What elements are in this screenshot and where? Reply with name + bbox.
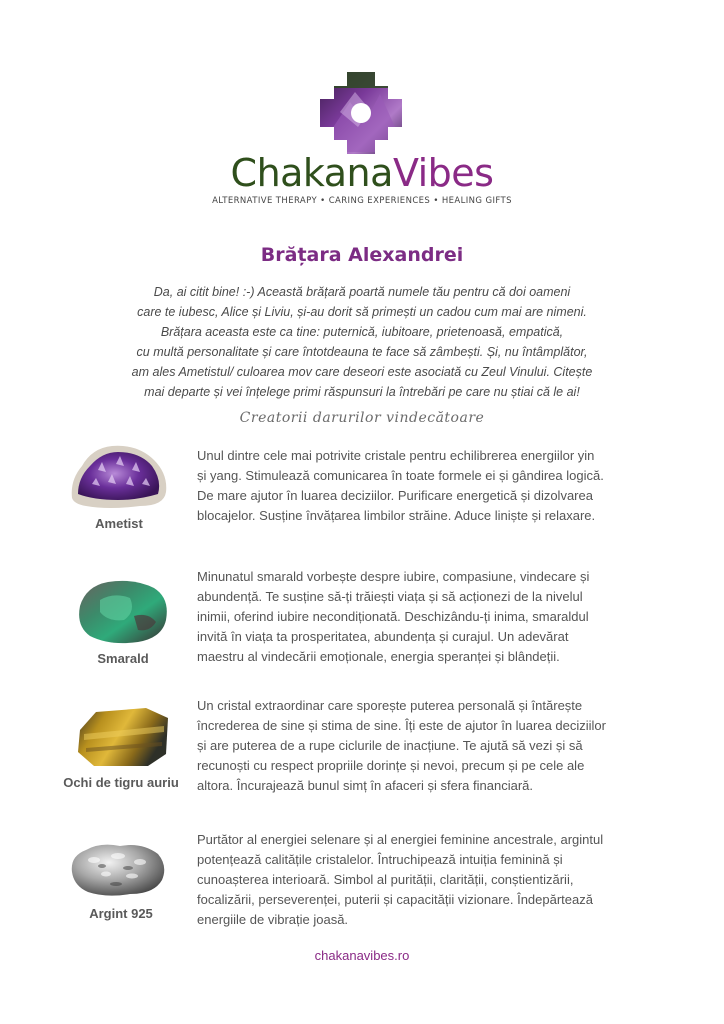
brand-name-chakana: Chakana <box>230 151 393 195</box>
stone-description-line: De mare ajutor în luarea deciziilor. Purificare energetică și dizolvarea <box>197 488 593 503</box>
stone-description-line: energiile de vibrație joasă. <box>197 912 349 927</box>
stone-description-line: Minunatul smarald vorbește despre iubire, compasiune, vindecare și <box>197 569 590 584</box>
stone-description-line: și yang. Stimulează comunicarea în toate formele ei și gândirea logică. <box>197 468 604 483</box>
stone-description <box>197 567 657 667</box>
stone-description <box>197 830 657 930</box>
intro-line: mai departe și vei înțelege primi răspunsuri la întrebări pe care nu știai că le ai! <box>144 385 580 399</box>
stone-description-line: altora. Încurajează bunul simț în afaceri și sfera financiară. <box>197 778 534 793</box>
stone-name: Ametist <box>95 516 143 531</box>
stone-description-line: Un cristal extraordinar care sporește puterea personală și întărește <box>197 698 583 713</box>
brand-name-vibes: Vibes <box>392 151 494 195</box>
stone-name: Ochi de tigru auriu <box>63 775 179 790</box>
stone-description-line: recunoști cu respect propriile dorințe și nevoi, precum și pe cele ale <box>197 758 585 773</box>
stone-description-line: potențează calitățile cristalelor. Întruchipează intuiția feminină și <box>197 852 563 867</box>
website-link[interactable]: chakanavibes.ro <box>314 948 410 963</box>
intro-line: am ales Ametistul/ culoarea mov care deseori este asociată cu Zeul Vinului. Citește <box>131 365 593 379</box>
stone-name: Smarald <box>97 651 149 666</box>
stone-description-line: blocajelor. Susține învățarea limbilor străine. Aduce liniște și relaxare. <box>197 508 596 523</box>
stone-description <box>197 696 657 796</box>
stone-description-line: invită în viața ta prosperitatea, abundența și curajul. Un adevărat <box>197 629 569 644</box>
stone-description-line: abundență. Te susține să-ți trăiești viața și să acționezi de la nivelul <box>197 589 583 604</box>
stone-description <box>197 446 657 526</box>
section-subtitle: Creatorii darurilor vindecătoare <box>239 410 485 426</box>
stone-description-line: focalizării, perseverenței, puterii și capacității vizionare. Îndepărtează <box>197 892 593 907</box>
amethyst-stone-image <box>68 440 170 512</box>
emerald-stone-image <box>74 576 172 646</box>
intro-line: Da, ai citit bine! :-) Această brățară poartă numele tău pentru că doi oameni <box>153 285 571 299</box>
brand-tagline: ALTERNATIVE THERAPY • CARING EXPERIENCES • HEALING GIFTS <box>212 196 512 206</box>
intro-line: Brățara aceasta este ca tine: puternică, iubitoare, prietenoasă, empatică, <box>160 325 564 339</box>
intro-paragraph <box>96 282 628 402</box>
stone-description-line: și are puterea de a rupe ciclurile de inacțiune. Te ajută să vezi și să <box>197 738 583 753</box>
stone-description-line: Unul dintre cele mai potrivite cristale pentru echilibrerea energiilor yin <box>197 448 595 463</box>
brand-wordmark <box>0 150 724 196</box>
stone-description-line: maestru al vindecării emoționale, energia speranței și blândeții. <box>197 649 560 664</box>
page-title: Brățara Alexandrei <box>260 244 464 266</box>
intro-line: cu multă personalitate și care întotdeauna te face să zâmbești. Și, nu întâmplător, <box>136 345 588 359</box>
chakana-logo-icon <box>320 72 402 154</box>
stone-name: Argint 925 <box>89 906 153 921</box>
silver-nugget-image <box>66 838 170 900</box>
stone-description-line: inimii, oferind iubire necondiționată. Deschizându-ți inima, smaraldul <box>197 609 589 624</box>
stone-description-line: cunoașterea interioară. Simbol al purității, clarității, conștientizării, <box>197 872 574 887</box>
intro-line: care te iubesc, Alice și Liviu, și-au dorit să primești un cadou cum mai are nimeni. <box>137 305 587 319</box>
stone-description-line: încrederea de sine și stima de sine. Îți este de ajutor în luarea deciziilor <box>197 718 606 733</box>
tigers-eye-stone-image <box>76 704 172 770</box>
stone-description-line: Purtător al energiei selenare și al energiei feminine ancestrale, argintul <box>197 832 604 847</box>
